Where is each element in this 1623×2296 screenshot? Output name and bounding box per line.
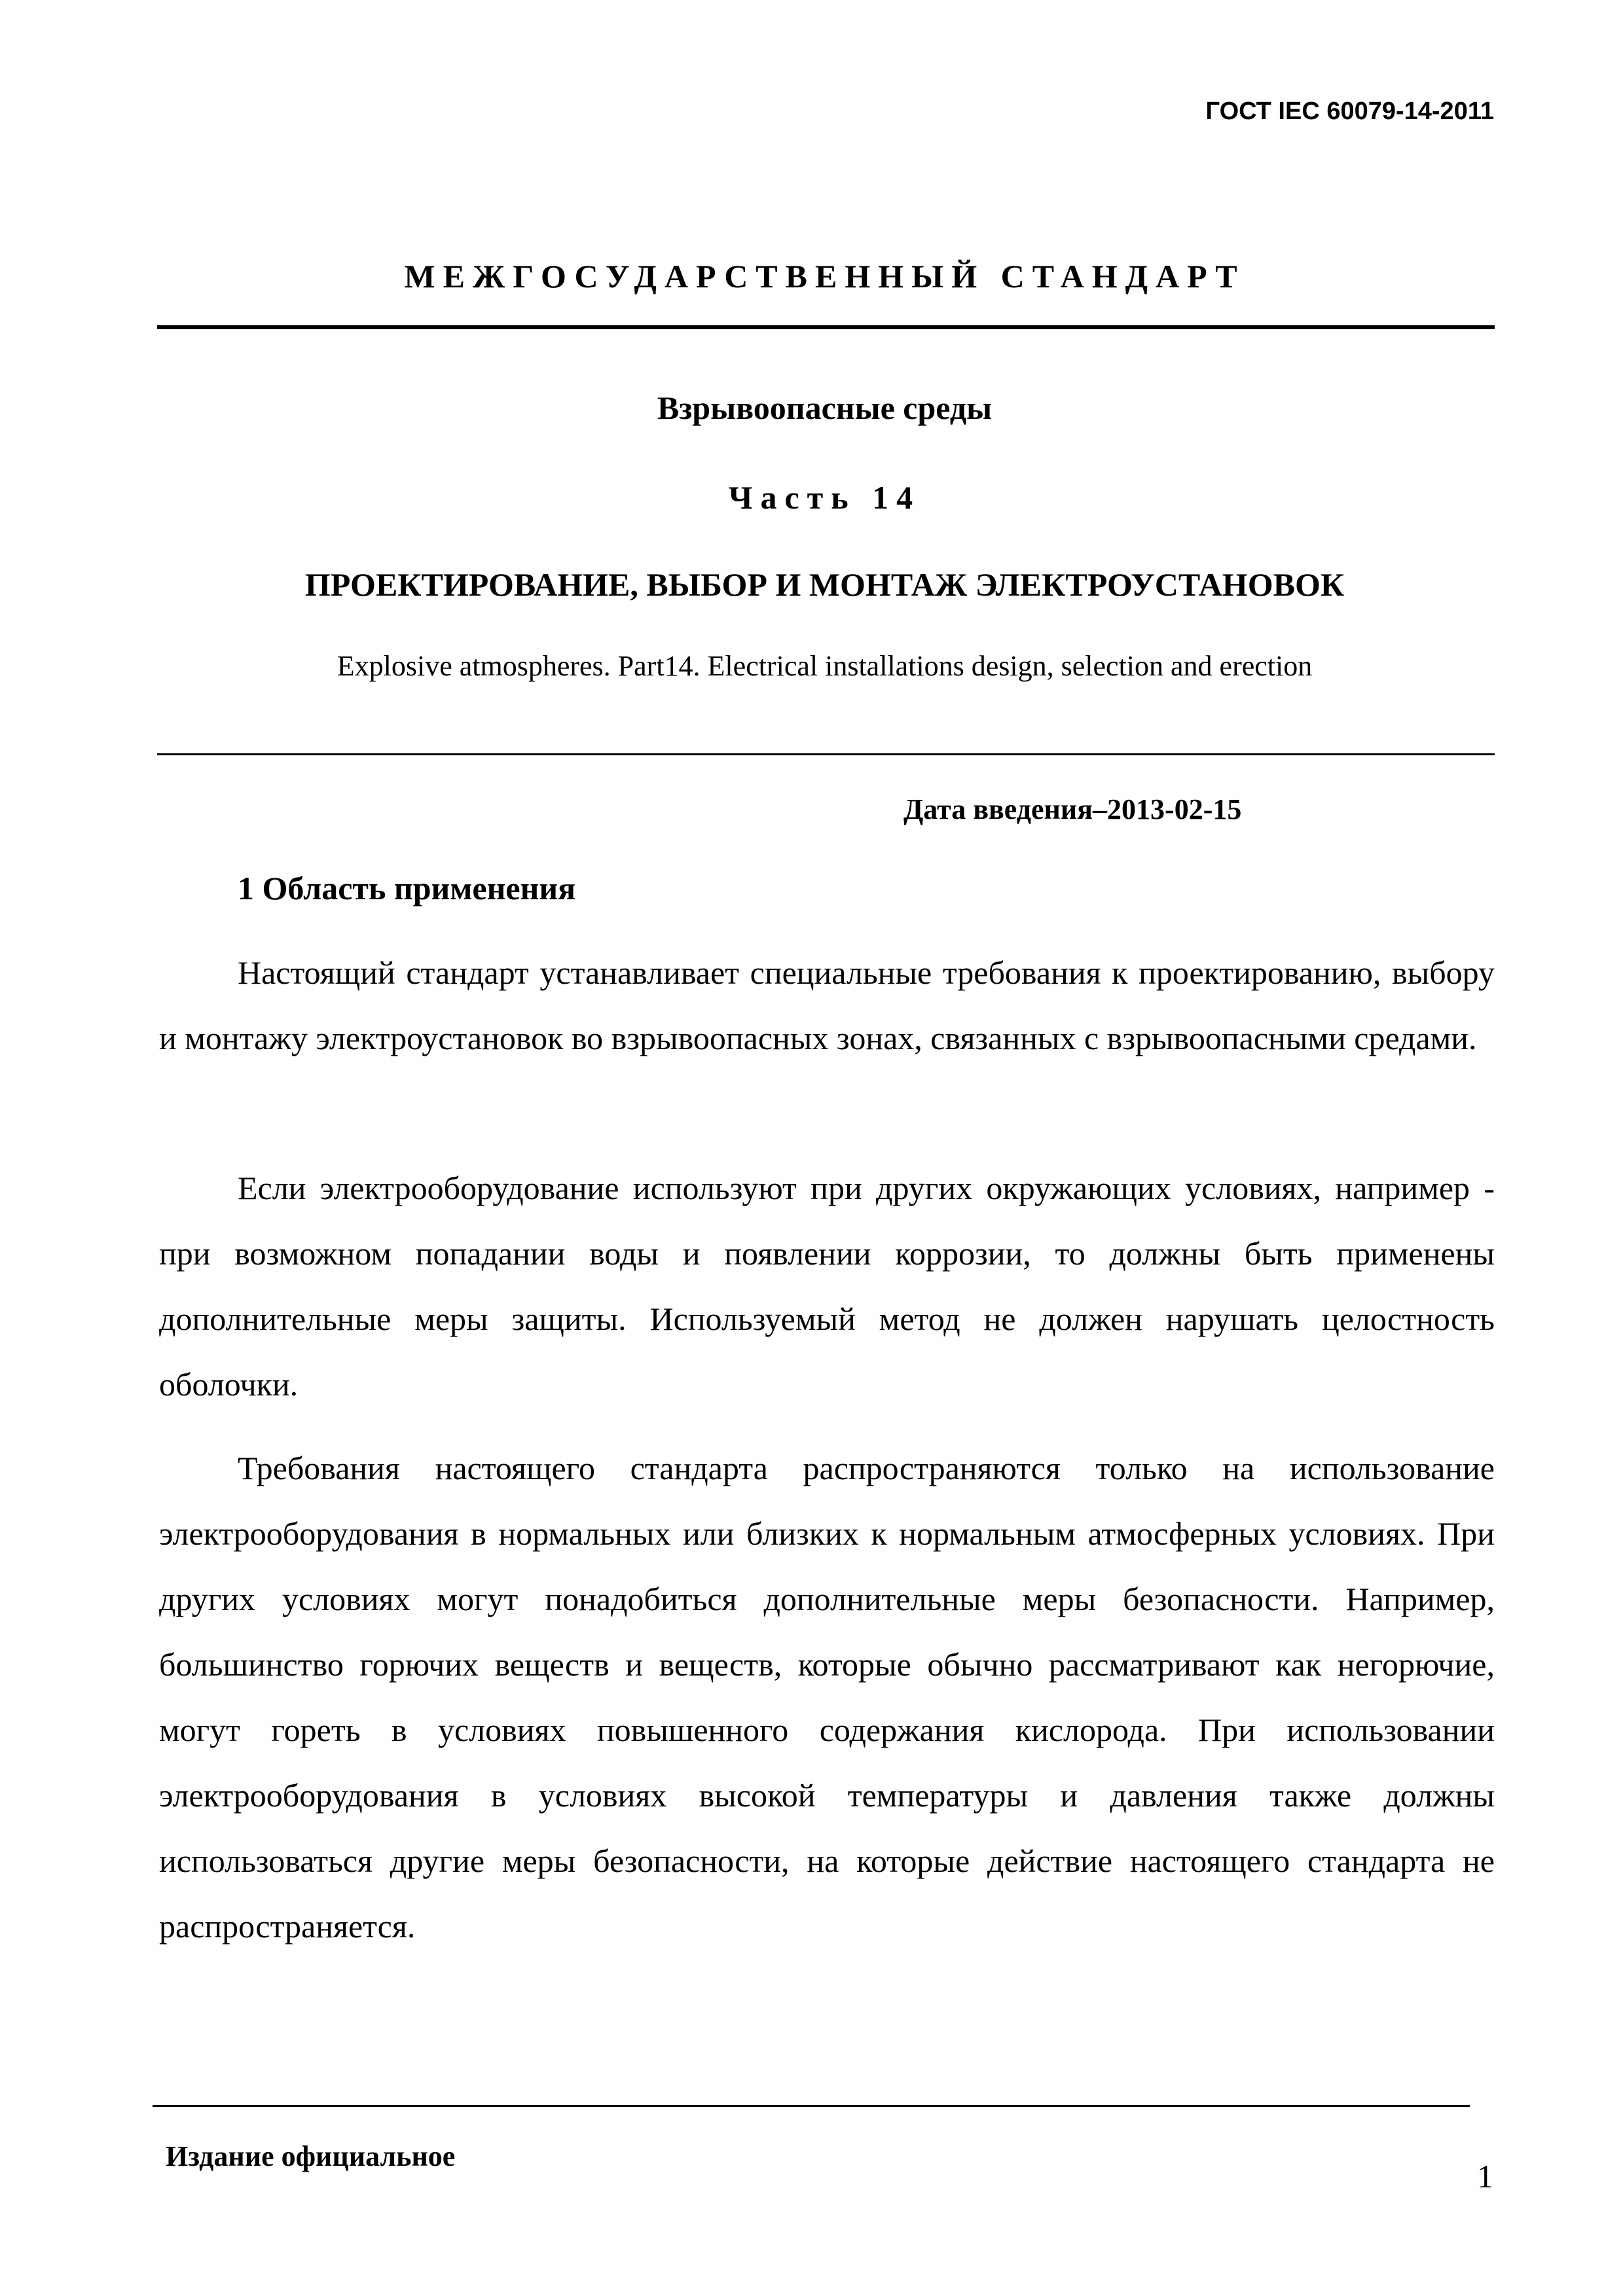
page-number: 1 (1477, 2158, 1493, 2195)
series-title: Взрывоопасные среды (657, 389, 993, 426)
main-title: ПРОЕКТИРОВАНИЕ, ВЫБОР И МОНТАЖ ЭЛЕКТРОУСТАНОВОК (304, 566, 1345, 603)
introduction-date: Дата введения–2013-02-15 (903, 793, 1242, 825)
body-paragraph-2: Если электрооборудование используют при других окружающих условиях, например - при возможном попадании воды и появлении коррозии, то должны быть применены дополнительные меры защиты. Используемый метод не должен нарушать целостность оболочки. (159, 1170, 1495, 1403)
heading-divider (157, 325, 1495, 329)
document-heading: МЕЖГОСУДАРСТВЕННЫЙ СТАНДАРТ (404, 258, 1245, 295)
english-title: Explosive atmospheres. Part14. Electrical installations design, selection and erection (337, 650, 1313, 682)
standard-number: ГОСТ IEC 60079-14-2011 (1205, 98, 1494, 125)
footer-divider (153, 2105, 1470, 2107)
edition-note: Издание официальное (166, 2140, 456, 2172)
section-heading: 1 Область применения (238, 870, 576, 906)
title-divider (157, 753, 1495, 755)
body-paragraph-3: Требования настоящего стандарта распространяются только на использование электрооборудования в нормальных или близких к нормальным атмосферных условиях. При других условиях могут понадобиться дополнительные меры безопасности. Например, большинство горючих веществ и веществ, которые обычно рассматривают как негорючие, могут гореть в условиях повышенного содержания кислорода. При использовании электрооборудования в условиях высокой температуры и давления также должны использоваться другие меры безопасности, на которые действие настоящего стандарта не распространяется. (159, 1450, 1495, 1945)
body-paragraph-1: Настоящий стандарт устанавливает специальные требования к проектированию, выбору и монтажу электроустановок во взрывоопасных зонах, связанных с взрывоопасными средами. (159, 954, 1495, 1056)
part-label: Часть 14 (728, 479, 921, 516)
